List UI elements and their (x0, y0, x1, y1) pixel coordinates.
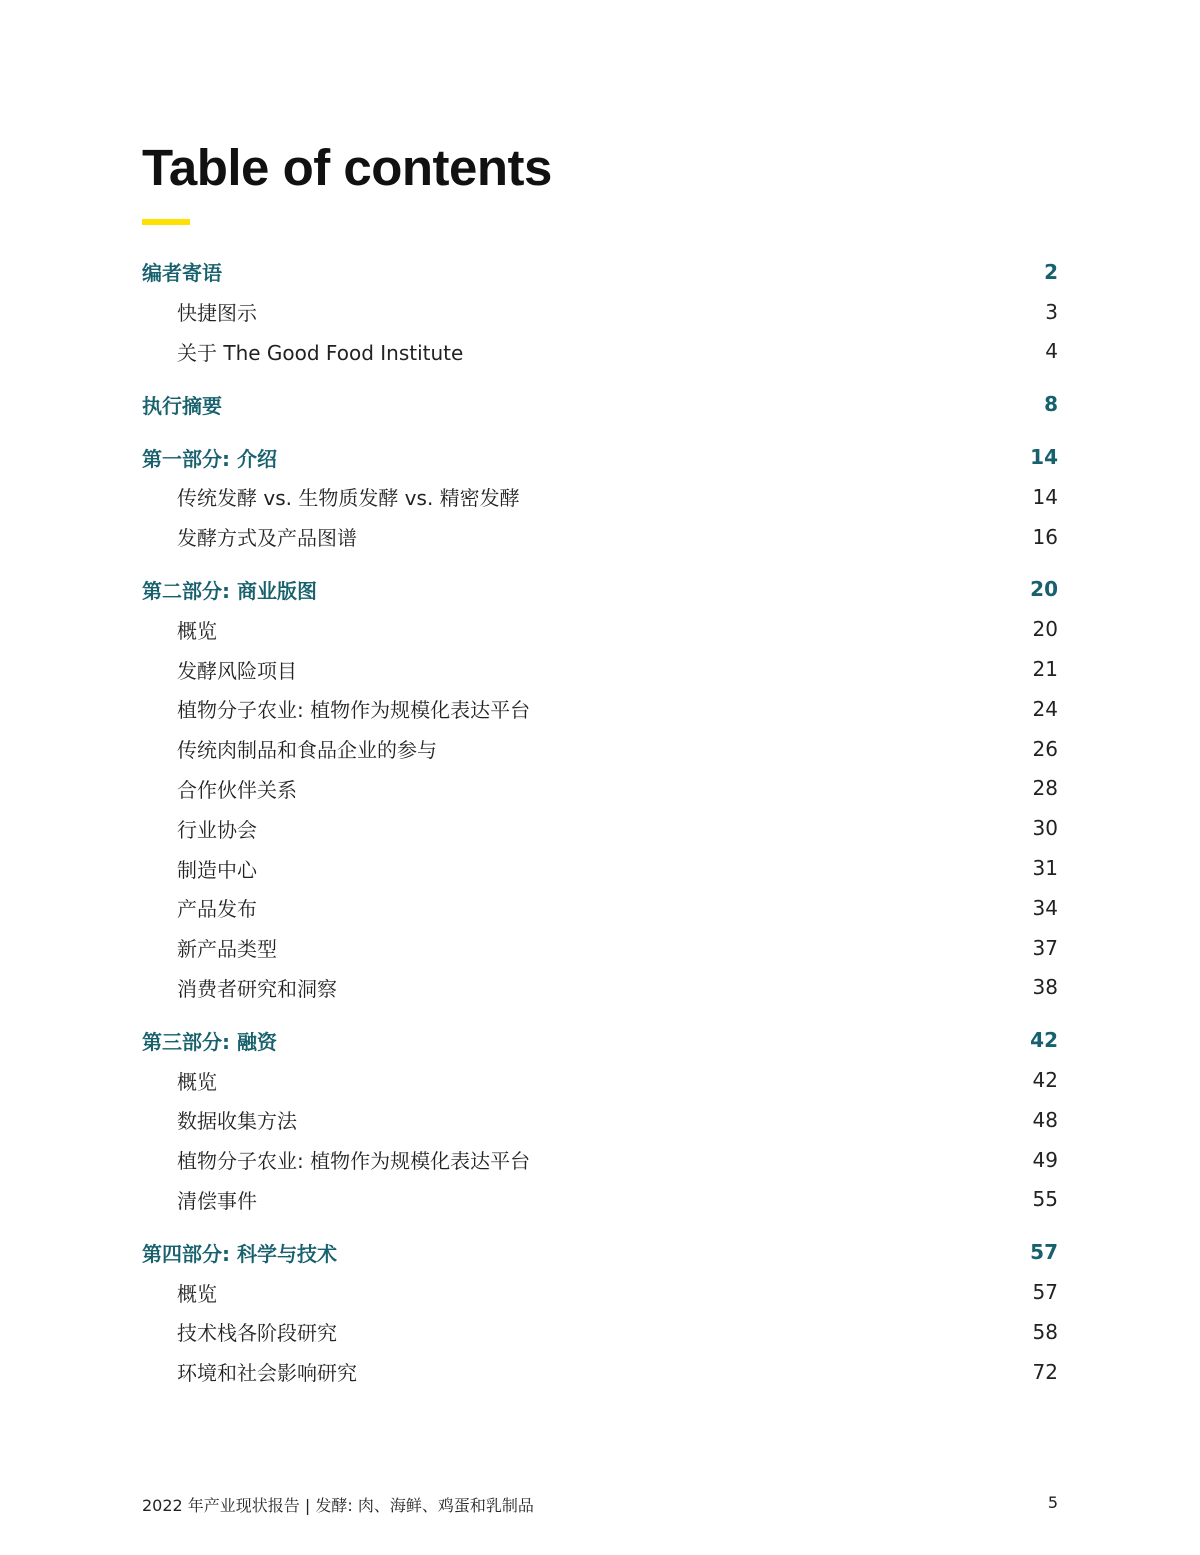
footer-page-number: 5 (1047, 1493, 1058, 1512)
toc-entry[interactable] (142, 517, 1058, 557)
toc-entry-label: 环境和社会影响研究 (177, 1361, 357, 1386)
toc-section-heading[interactable] (142, 384, 1058, 424)
toc-section-heading[interactable] (142, 570, 1058, 610)
toc-entry[interactable] (142, 1272, 1058, 1312)
toc-entry[interactable] (142, 1180, 1058, 1220)
toc-entry-page: 21 (1032, 657, 1058, 682)
toc-entry[interactable] (142, 888, 1058, 928)
toc-entry-page: 42 (1032, 1068, 1058, 1093)
toc-entry-label: 概览 (177, 1281, 217, 1306)
toc-entry-label: 传统肉制品和食品企业的参与 (177, 738, 437, 763)
toc-entry-label: 关于 The Good Food Institute (177, 340, 464, 365)
toc-section-page: 42 (1030, 1028, 1058, 1053)
toc-entry[interactable] (142, 477, 1058, 517)
toc-entry-label: 产品发布 (177, 897, 257, 922)
toc-section (142, 252, 1058, 371)
toc-entry[interactable] (142, 292, 1058, 332)
toc-entry-page: 3 (1045, 299, 1058, 324)
toc-section-label: 第三部分: 融资 (142, 1029, 277, 1054)
toc-entry-page: 34 (1032, 895, 1058, 920)
toc-entry-page: 58 (1032, 1319, 1058, 1344)
page-title: Table of contents (142, 139, 552, 196)
toc-section (142, 384, 1058, 424)
table-of-contents (142, 252, 1058, 1405)
toc-entry-page: 37 (1032, 935, 1058, 960)
toc-entry-label: 传统发酵 vs. 生物质发酵 vs. 精密发酵 (177, 486, 520, 511)
toc-entry-page: 16 (1032, 524, 1058, 549)
toc-entry-label: 植物分子农业: 植物作为规模化表达平台 (177, 698, 531, 723)
toc-section-page: 8 (1044, 392, 1058, 417)
toc-section (142, 570, 1058, 1008)
toc-entry-page: 48 (1032, 1107, 1058, 1132)
toc-entry-label: 制造中心 (177, 857, 257, 882)
toc-entry[interactable] (142, 1352, 1058, 1392)
toc-entry-page: 72 (1032, 1359, 1058, 1384)
toc-section-heading[interactable] (142, 1020, 1058, 1060)
toc-entry-label: 消费者研究和洞察 (177, 976, 337, 1001)
toc-entry[interactable] (142, 689, 1058, 729)
toc-section-label: 第四部分: 科学与技术 (142, 1241, 337, 1266)
toc-section-page: 20 (1030, 577, 1058, 602)
toc-section-label: 第二部分: 商业版图 (142, 578, 317, 603)
toc-section-label: 编者寄语 (142, 261, 222, 286)
toc-entry[interactable] (142, 769, 1058, 809)
title-accent-bar (142, 219, 190, 225)
toc-entry-label: 新产品类型 (177, 937, 277, 962)
toc-entry-page: 26 (1032, 736, 1058, 761)
footer-report-title: 2022 年产业现状报告 | 发酵: 肉、海鲜、鸡蛋和乳制品 (142, 1496, 534, 1515)
toc-entry-page: 38 (1032, 975, 1058, 1000)
toc-entry-label: 技术栈各阶段研究 (177, 1321, 337, 1346)
toc-entry-label: 行业协会 (177, 817, 257, 842)
toc-entry-page: 55 (1032, 1187, 1058, 1212)
toc-entry-label: 数据收集方法 (177, 1109, 297, 1134)
toc-section-heading[interactable] (142, 252, 1058, 292)
toc-entry-page: 20 (1032, 617, 1058, 642)
toc-entry[interactable] (142, 1060, 1058, 1100)
toc-entry-label: 合作伙伴关系 (177, 777, 297, 802)
toc-entry-page: 49 (1032, 1147, 1058, 1172)
toc-entry[interactable] (142, 928, 1058, 968)
toc-entry[interactable] (142, 649, 1058, 689)
toc-section-page: 2 (1044, 259, 1058, 284)
toc-entry-page: 30 (1032, 816, 1058, 841)
toc-entry[interactable] (142, 1140, 1058, 1180)
toc-entry-label: 快捷图示 (177, 301, 257, 326)
toc-entry-page: 57 (1032, 1280, 1058, 1305)
toc-entry-label: 概览 (177, 618, 217, 643)
toc-section-heading[interactable] (142, 437, 1058, 477)
toc-entry[interactable] (142, 848, 1058, 888)
toc-entry-page: 4 (1045, 339, 1058, 364)
toc-section (142, 1020, 1058, 1219)
toc-section-page: 57 (1030, 1240, 1058, 1265)
toc-section-label: 第一部分: 介绍 (142, 446, 277, 471)
toc-entry-label: 植物分子农业: 植物作为规模化表达平台 (177, 1149, 531, 1174)
toc-entry[interactable] (142, 609, 1058, 649)
toc-entry[interactable] (142, 332, 1058, 372)
toc-section-label: 执行摘要 (142, 393, 222, 418)
toc-entry[interactable] (142, 1100, 1058, 1140)
toc-section-heading[interactable] (142, 1232, 1058, 1272)
toc-entry[interactable] (142, 1312, 1058, 1352)
toc-entry-page: 14 (1032, 484, 1058, 509)
toc-entry-page: 31 (1032, 856, 1058, 881)
toc-entry[interactable] (142, 808, 1058, 848)
toc-entry-label: 概览 (177, 1069, 217, 1094)
toc-section (142, 1232, 1058, 1391)
toc-entry-label: 发酵风险项目 (177, 658, 297, 683)
toc-entry-label: 发酵方式及产品图谱 (177, 526, 357, 551)
toc-section-page: 14 (1030, 445, 1058, 470)
toc-entry[interactable] (142, 968, 1058, 1008)
toc-entry[interactable] (142, 729, 1058, 769)
toc-entry-page: 28 (1032, 776, 1058, 801)
toc-section (142, 437, 1058, 556)
toc-entry-label: 清偿事件 (177, 1188, 257, 1213)
toc-entry-page: 24 (1032, 696, 1058, 721)
page-footer (142, 1493, 1058, 1516)
